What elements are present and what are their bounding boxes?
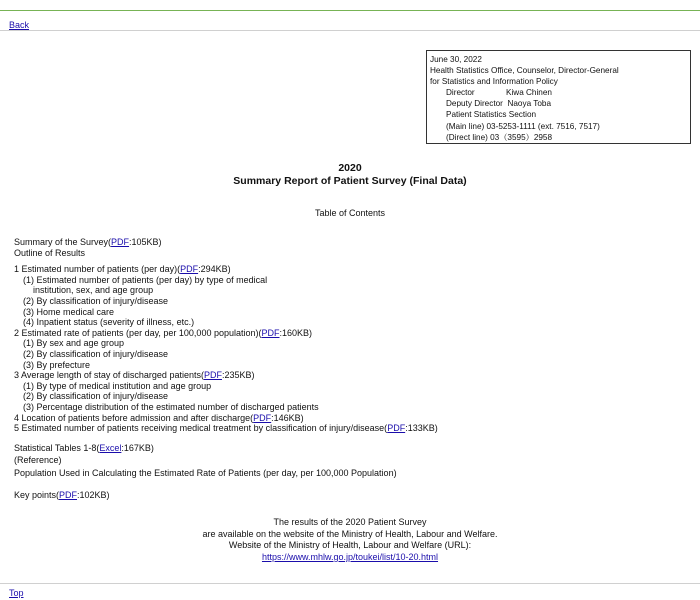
notice-line-1: The results of the 2020 Patient Survey [273, 517, 427, 527]
section-5-pdf-link[interactable]: PDF [387, 423, 406, 434]
statistical-tables-line: Statistical Tables 1-8(Excel:167KB) [14, 442, 154, 453]
header-divider [0, 30, 700, 31]
section-5: 5 Estimated number of patients receiving medical treatment by classification of injury/disease(PDF:133KB) [14, 423, 438, 434]
reference-label: (Reference) [14, 455, 62, 466]
section-1-item: institution, sex, and age group [33, 285, 154, 296]
back-link[interactable]: Back [9, 20, 30, 30]
report-contents [14, 237, 694, 501]
toc-heading: Table of Contents [314, 208, 386, 218]
direct-line: (Direct line) 03（3595）2958 [446, 132, 553, 142]
section-3: 3 Average length of stay of discharged patients(PDF:235KB) [14, 370, 255, 381]
notice-line-2: are available on the website of the Ministry of Health, Labour and Welfare. [202, 528, 498, 539]
tables-excel-link[interactable]: Excel [99, 442, 122, 453]
section-2-item: (1) By sex and age group [23, 338, 125, 349]
report-title: Summary Report of Patient Survey (Final Data) [233, 175, 467, 187]
key-points-pdf-link[interactable]: PDF [59, 490, 78, 501]
section-1-item: (3) Home medical care [23, 306, 115, 317]
section-2-pdf-link[interactable]: PDF [261, 327, 280, 338]
section-1: 1 Estimated number of patients (per day)(PDF:294KB) [14, 264, 231, 275]
deputy-name: Naoya Toba [507, 99, 551, 109]
summary-line: Summary of the Survey(PDF:105KB) [14, 237, 162, 247]
top-link[interactable]: Top [9, 588, 24, 598]
director-name: Kiwa Chinen [506, 88, 552, 98]
contact-info-box [426, 50, 691, 144]
section-3-pdf-link[interactable]: PDF [203, 370, 222, 381]
section-1-pdf-link[interactable]: PDF [180, 264, 199, 275]
section-4: 4 Location of patients before admission and after discharge(PDF:146KB) [14, 412, 304, 423]
section-3-item: (3) Percentage distribution of the estimated number of discharged patients [23, 401, 319, 412]
key-points-line: Key points(PDF:102KB) [14, 490, 110, 501]
director-row [430, 87, 690, 98]
website-url-link[interactable]: https://www.mhlw.go.jp/toukei/list/10-20.html [261, 551, 439, 562]
office-line-1: Health Statistics Office, Counselor, Director-General [430, 66, 619, 76]
office-line-2: for Statistics and Information Policy [430, 77, 558, 87]
deputy-role: Deputy Director [446, 99, 503, 109]
notice-line-3: Website of the Ministry of Health, Labour and Welfare (URL): [228, 540, 472, 551]
section-4-pdf-link[interactable]: PDF [253, 412, 272, 423]
section-3-item: (1) By type of medical institution and age group [23, 380, 212, 391]
section-name: Patient Statistics Section [446, 110, 537, 120]
section-1-item: (1) Estimated number of patients (per day) by type of medical [23, 274, 268, 285]
website-notice [0, 517, 700, 563]
section-2: 2 Estimated rate of patients (per day, per 100,000 population)(PDF:160KB) [14, 327, 313, 338]
summary-pdf-link[interactable]: PDF [111, 237, 130, 247]
section-1-item: (2) By classification of injury/disease [23, 295, 169, 306]
director-role: Director [446, 88, 475, 98]
section-2-item: (3) By prefecture [23, 359, 91, 370]
population-text: Population Used in Calculating the Estimated Rate of Patients (per day, per 100,000 Population) [14, 467, 397, 478]
footer-divider [0, 583, 700, 584]
section-3-item: (2) By classification of injury/disease [23, 391, 169, 402]
main-line: (Main line) 03-5253-1111 (ext. 7516, 7517) [446, 121, 600, 131]
outline-heading: Outline of Results [14, 247, 86, 258]
deputy-row [430, 98, 690, 109]
report-year: 2020 [338, 162, 362, 174]
top-accent-bar [0, 10, 700, 11]
section-2-item: (2) By classification of injury/disease [23, 348, 169, 359]
section-1-item: (4) Inpatient status (severity of illness, etc.) [23, 317, 195, 328]
release-date: June 30, 2022 [430, 55, 482, 64]
